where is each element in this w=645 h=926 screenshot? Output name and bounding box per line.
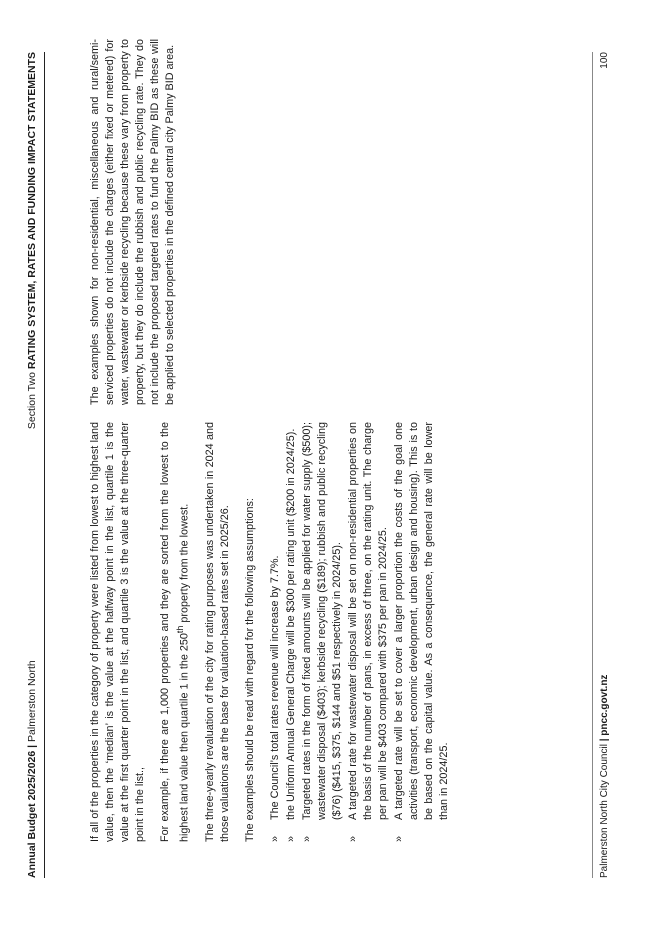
list-item: » A targeted rate will be set to cover a larger proportion the costs of the goal one activities (transport, economic development, urban design and housing). This is to be based on the capital value. As a consequence, the general rate will be lower than in 2024/25. [392,422,450,842]
list-item: » A targeted rate for wastewater disposal will be set on non-residential properties on the basis of the number of pans, in excess of three, on the rating unit. The charge per pan will be $403 compared with $375 per pan in 2024/25. [346,422,389,842]
double-chevron-right-icon: » [268,835,281,842]
list-item: » The Council’s total rates revenue will increase by 7.7%. [268,555,281,842]
footer-website-link[interactable]: pncc.govt.nz [599,674,610,736]
paragraph-revaluation: The three-yearly revaluation of the city for rating purposes was undertaken in 2024 and those valuations are the base for valuation-based rates set in 2025/26. [203,422,231,842]
header-right [26,52,38,429]
header-separator: | [26,744,38,748]
header-document-title: Annual Budget 2025/2026 [26,750,38,878]
header-city: Palmerston North [26,660,38,742]
page-number: 100 [599,52,610,69]
paragraph-quartile-definition: If all of the properties in the category of property were listed from lowest to highest land value, then the ‘median’ is the value at the halfway point in the list, quartile 1 is the value at the first quarter point in the list, and quartile 3 is the value at the three-quarter point in the list., [89,422,146,842]
page-header [24,52,45,878]
header-section-title: RATING SYSTEM, RATES AND FUNDING IMPACT STATEMENTS [26,52,38,370]
left-column [88,422,453,842]
right-column [88,39,188,405]
double-chevron-right-icon: » [392,835,405,842]
assumptions-list [268,422,452,842]
page-footer [592,52,617,878]
footer-left [599,675,610,878]
header-left [26,660,38,878]
paragraph-examples-note: The examples shown for non-residential, miscellaneous and rural/semi-serviced properties do not include the charges (either fixed or metered) for water, wastewater or kerbside recycling because these vary from property to property, but they do include the rubbish and public recycling rate. They do not include the proposed targeted rates to fund the Palmy BID as these will be applied to selected properties in the defined central city Palmy BID area. [89,39,176,405]
double-chevron-right-icon: » [284,835,297,842]
list-item: » the Uniform Annual General Charge will be $300 per rating unit ($200 in 2024/25). [284,428,297,842]
double-chevron-right-icon: » [346,835,359,842]
footer-separator: | [599,738,610,742]
header-section-label: Section Two [26,372,38,430]
paragraph-assumptions-intro: The examples should be read with regard for the following assumptions: [243,498,256,842]
double-chevron-right-icon: » [300,835,313,842]
paragraph-quartile-example: For example, if there are 1,000 properties and they are sorted from the lowest to the highest land value then quartile 1 in the 250th property from the lowest. [159,422,191,842]
list-item: » Targeted rates in the form of fixed amounts will be applied for water supply ($500); wastewater disposal ($403); kerbside recycling ($189); rubbish and public recycling ($76) ($415, $375, $144 and $51 respectively in 2024/25). [300,422,343,842]
footer-council-name: Palmerston North City Council [599,744,610,878]
